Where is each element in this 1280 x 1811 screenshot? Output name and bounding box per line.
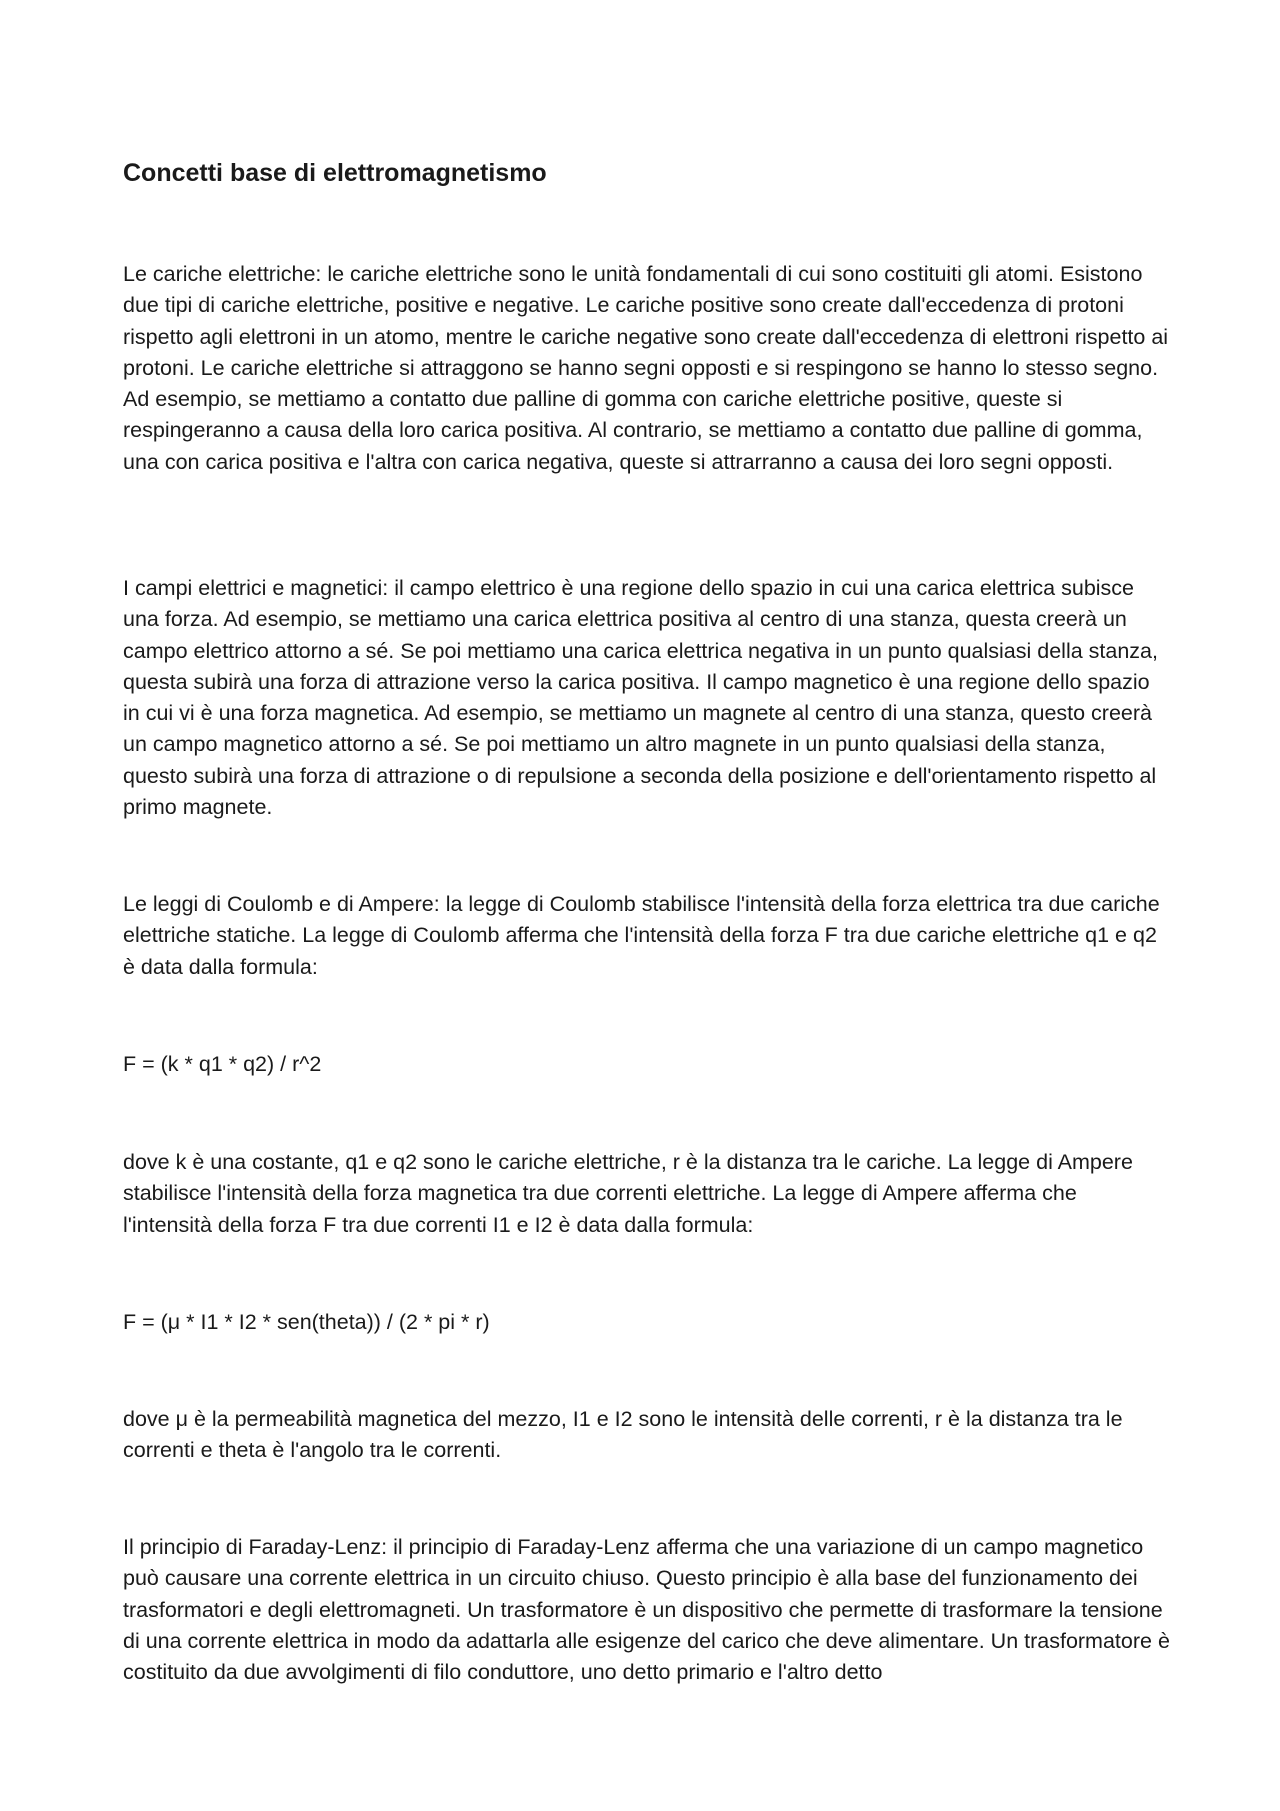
document-title: Concetti base di elettromagnetismo xyxy=(123,159,547,187)
formula-ampere: F = (μ * I1 * I2 * sen(theta)) / (2 * pi * r) xyxy=(123,1310,490,1334)
formula-coulomb: F = (k * q1 * q2) / r^2 xyxy=(123,1052,322,1076)
paragraph-electric-magnetic-fields: I campi elettrici e magnetici: il campo elettrico è una regione dello spazio in cui una carica elettrica subisce una forza. Ad esempio, se mettiamo una carica elettrica positiva al centro di una stanza, questa creerà un campo elettrico attorno a sé. Se poi mettiamo una carica elettrica negativa in un punto qualsiasi della stanza, questa subirà una forza di attrazione verso la carica positiva. Il campo magnetico è una regione dello spazio in cui vi è una forza magnetica. Ad esempio, se mettiamo un magnete al centro di una stanza, questo creerà un campo magnetico attorno a sé. Se poi mettiamo un altro magnete in un punto qualsiasi della stanza, questo subirà una forza di attrazione o di repulsione a seconda della posizione e dell'orientamento rispetto al primo magnete. xyxy=(123,576,1158,820)
paragraph-electric-charges: Le cariche elettriche: le cariche elettriche sono le unità fondamentali di cui sono costituiti gli atomi. Esistono due tipi di cariche elettriche, positive e negative. Le cariche positive sono create dall'eccedenza di protoni rispetto agli elettroni in un atomo, mentre le cariche negative sono create dall'eccedenza di elettroni rispetto ai protoni. Le cariche elettriche si attraggono se hanno segni opposti e si respingono se hanno lo stesso segno. Ad esempio, se mettiamo a contatto due palline di gomma con cariche elettriche positive, queste si respingeranno a causa della loro carica positiva. Al contrario, se mettiamo a contatto due palline di gomma, una con carica positiva e l'altra con carica negativa, queste si attrarranno a causa dei loro segni opposti. xyxy=(123,262,1169,474)
paragraph-ampere-explanation: dove μ è la permeabilità magnetica del mezzo, I1 e I2 sono le intensità delle correnti, r è la distanza tra le correnti e theta è l'angolo tra le correnti. xyxy=(123,1407,1123,1463)
paragraph-coulomb-ampere-laws: Le leggi di Coulomb e di Ampere: la legge di Coulomb stabilisce l'intensità della forza elettrica tra due cariche elettriche statiche. La legge di Coulomb afferma che l'intensità della forza F tra due cariche elettriche q1 e q2 è data dalla formula: xyxy=(123,892,1160,979)
paragraph-coulomb-explanation: dove k è una costante, q1 e q2 sono le cariche elettriche, r è la distanza tra le cariche. La legge di Ampere stabilisce l'intensità della forza magnetica tra due correnti elettriche. La legge di Ampere afferma che l'intensità della forza F tra due correnti I1 e I2 è data dalla formula: xyxy=(123,1150,1133,1237)
paragraph-faraday-lenz: Il principio di Faraday-Lenz: il principio di Faraday-Lenz afferma che una variazione di un campo magnetico può causare una corrente elettrica in un circuito chiuso. Questo principio è alla base del funzionamento dei trasformatori e degli elettromagneti. Un trasformatore è un dispositivo che permette di trasformare la tensione di una corrente elettrica in modo da adattarla alle esigenze del carico che deve alimentare. Un trasformatore è costituito da due avvolgimenti di filo conduttore, uno detto primario e l'altro detto xyxy=(123,1535,1170,1685)
